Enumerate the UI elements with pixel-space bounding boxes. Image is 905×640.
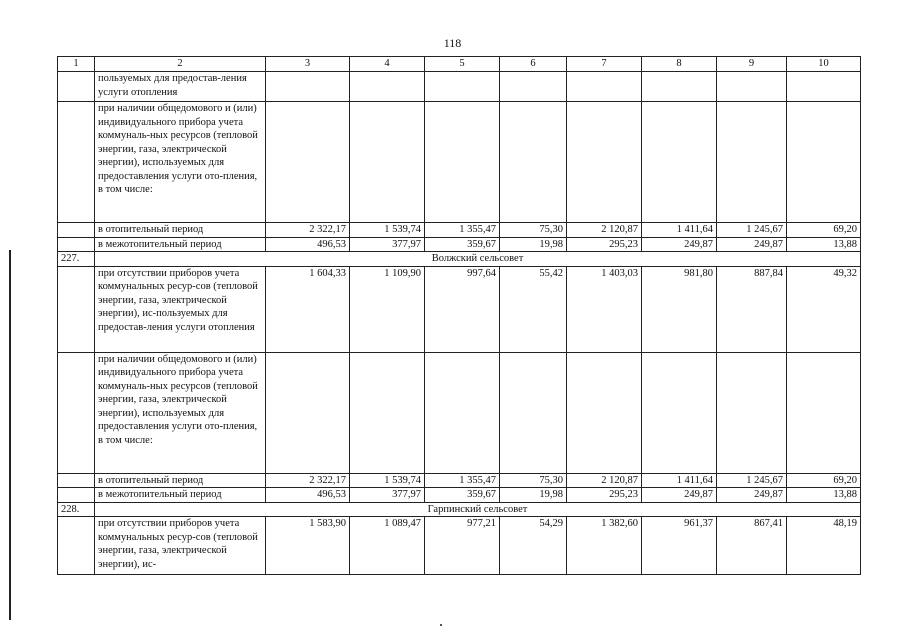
header-cell: 10 — [787, 57, 861, 72]
header-cell: 6 — [500, 57, 567, 72]
row-label: при отсутствии приборов учета коммунальных ресур-сов (тепловой энергии, газа, электрической энергии), ис-пользуемых для предостав-ления услуги отопления — [95, 266, 266, 352]
value-cell: 1 245,67 — [717, 473, 787, 488]
row-number-cell — [58, 72, 95, 102]
value-cell: 1 583,90 — [266, 517, 350, 575]
value-cell: 249,87 — [642, 488, 717, 503]
header-cell: 8 — [642, 57, 717, 72]
value-cell: 1 109,90 — [350, 266, 425, 352]
section-row — [58, 502, 861, 517]
value-cell — [425, 72, 500, 102]
row-label: при наличии общедомового и (или) индивидуального прибора учета коммуналь-ных ресурсов (тепловой энергии, газа, электрической энергии), используемых для предоставления услуги ото-пления, в том числе: — [95, 352, 266, 473]
value-cell — [350, 72, 425, 102]
value-cell: 1 245,67 — [717, 223, 787, 238]
value-cell: 496,53 — [266, 488, 350, 503]
value-cell — [642, 352, 717, 473]
value-cell: 75,30 — [500, 223, 567, 238]
value-cell: 295,23 — [567, 237, 642, 252]
value-cell: 249,87 — [717, 488, 787, 503]
scan-speck — [440, 624, 442, 626]
value-cell: 2 322,17 — [266, 223, 350, 238]
value-cell — [567, 102, 642, 223]
value-cell: 377,97 — [350, 488, 425, 503]
value-cell: 2 120,87 — [567, 223, 642, 238]
value-cell: 19,98 — [500, 237, 567, 252]
value-cell: 1 089,47 — [350, 517, 425, 575]
value-cell: 1 355,47 — [425, 223, 500, 238]
value-cell — [266, 102, 350, 223]
value-cell: 961,37 — [642, 517, 717, 575]
value-cell: 54,29 — [500, 517, 567, 575]
section-number: 227. — [58, 252, 95, 267]
row-label: пользуемых для предостав-ления услуги отопления — [95, 72, 266, 102]
value-cell: 69,20 — [787, 473, 861, 488]
value-cell — [425, 352, 500, 473]
value-cell: 377,97 — [350, 237, 425, 252]
value-cell: 359,67 — [425, 488, 500, 503]
value-cell: 55,42 — [500, 266, 567, 352]
value-cell: 1 403,03 — [567, 266, 642, 352]
row-number-cell — [58, 266, 95, 352]
value-cell — [717, 72, 787, 102]
value-cell — [350, 352, 425, 473]
value-cell: 1 604,33 — [266, 266, 350, 352]
row-number-cell — [58, 517, 95, 575]
row-label: при наличии общедомового и (или) индивидуального прибора учета коммуналь-ных ресурсов (тепловой энергии, газа, электрической энергии), используемых для предоставления услуги ото-пления, в том числе: — [95, 102, 266, 223]
table-row — [58, 102, 861, 223]
row-number-cell — [58, 223, 95, 238]
row-label: в отопительный период — [95, 473, 266, 488]
value-cell: 2 322,17 — [266, 473, 350, 488]
row-number-cell — [58, 102, 95, 223]
header-cell: 9 — [717, 57, 787, 72]
value-cell: 981,80 — [642, 266, 717, 352]
value-cell — [567, 352, 642, 473]
page-number: 118 — [443, 36, 462, 50]
value-cell: 49,32 — [787, 266, 861, 352]
header-row — [58, 57, 861, 72]
value-cell — [500, 102, 567, 223]
value-cell — [642, 102, 717, 223]
value-cell — [425, 102, 500, 223]
table-row — [58, 223, 861, 238]
value-cell: 997,64 — [425, 266, 500, 352]
header-cell: 2 — [95, 57, 266, 72]
value-cell — [500, 352, 567, 473]
row-number-cell — [58, 473, 95, 488]
row-number-cell — [58, 237, 95, 252]
value-cell — [266, 352, 350, 473]
value-cell — [717, 102, 787, 223]
section-title: Волжский сельсовет — [95, 252, 861, 267]
value-cell: 1 539,74 — [350, 223, 425, 238]
value-cell: 13,88 — [787, 488, 861, 503]
value-cell — [642, 72, 717, 102]
value-cell — [717, 352, 787, 473]
value-cell — [266, 72, 350, 102]
table-row — [58, 473, 861, 488]
value-cell — [500, 72, 567, 102]
row-number-cell — [58, 352, 95, 473]
value-cell — [567, 72, 642, 102]
table-row — [58, 266, 861, 352]
value-cell: 19,98 — [500, 488, 567, 503]
header-cell: 4 — [350, 57, 425, 72]
value-cell: 496,53 — [266, 237, 350, 252]
value-cell: 887,84 — [717, 266, 787, 352]
table-row — [58, 72, 861, 102]
value-cell: 1 382,60 — [567, 517, 642, 575]
value-cell: 977,21 — [425, 517, 500, 575]
table-row — [58, 237, 861, 252]
value-cell: 75,30 — [500, 473, 567, 488]
value-cell: 867,41 — [717, 517, 787, 575]
row-label: в отопительный период — [95, 223, 266, 238]
value-cell: 1 411,64 — [642, 473, 717, 488]
header-cell: 5 — [425, 57, 500, 72]
value-cell: 13,88 — [787, 237, 861, 252]
table-row — [58, 488, 861, 503]
header-cell: 3 — [266, 57, 350, 72]
value-cell — [787, 72, 861, 102]
value-cell: 249,87 — [642, 237, 717, 252]
value-cell: 1 539,74 — [350, 473, 425, 488]
header-cell: 1 — [58, 57, 95, 72]
value-cell: 295,23 — [567, 488, 642, 503]
value-cell: 48,19 — [787, 517, 861, 575]
value-cell — [787, 352, 861, 473]
section-title: Гарпинский сельсовет — [95, 502, 861, 517]
page-left-edge — [0, 0, 11, 640]
header-cell: 7 — [567, 57, 642, 72]
section-row — [58, 252, 861, 267]
value-cell: 1 411,64 — [642, 223, 717, 238]
value-cell: 69,20 — [787, 223, 861, 238]
value-cell: 1 355,47 — [425, 473, 500, 488]
value-cell — [787, 102, 861, 223]
value-cell: 359,67 — [425, 237, 500, 252]
table-row — [58, 517, 861, 575]
tariff-table — [57, 56, 861, 575]
table-row — [58, 352, 861, 473]
value-cell — [350, 102, 425, 223]
row-number-cell — [58, 488, 95, 503]
row-label: в межотопительный период — [95, 237, 266, 252]
value-cell: 2 120,87 — [567, 473, 642, 488]
value-cell: 249,87 — [717, 237, 787, 252]
section-number: 228. — [58, 502, 95, 517]
row-label: при отсутствии приборов учета коммунальных ресур-сов (тепловой энергии, газа, электрической энергии), ис- — [95, 517, 266, 575]
row-label: в межотопительный период — [95, 488, 266, 503]
